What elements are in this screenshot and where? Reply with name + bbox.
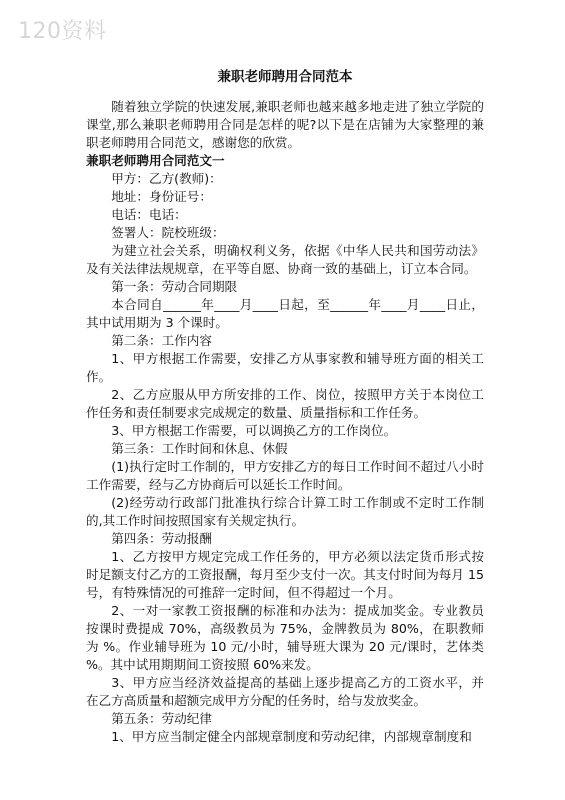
contract-paragraph: 第四条：劳动报酬 (111, 531, 212, 546)
contract-paragraph: 1、乙方按甲方规定完成工作任务的，甲方必须以法定货币形式按时足额支付乙方的工资报酬，每月至少支付一次。其支付时间为每月 15 号，有特殊情况的可推辞一定时间，但不得超过一个月。 (86, 549, 484, 600)
contract-paragraph: 地址：身份证号： (111, 189, 212, 204)
contract-paragraph: 本合同自______年____月____日起，至______年____月____日止，其中试用期为 3 个课时。 (86, 297, 484, 330)
contract-paragraph: 第三条：工作时间和休息、休假 (111, 441, 288, 456)
contract-paragraph: (2)经劳动行政部门批准执行综合计算工时工作制或不定时工作制的,其工作时间按照国家有关规定执行。 (86, 495, 484, 528)
contract-paragraph: 甲方：乙方(教师)： (111, 171, 222, 186)
document-title: 兼职老师聘用合同范本 (217, 69, 353, 85)
intro-paragraph: 随着独立学院的快速发展,兼职老师也越来越多地走进了独立学院的课堂,那么兼职老师聘用合同是怎样的呢?以下是在店铺为大家整理的兼职老师聘用合同范文，感谢您的欣赏。 (86, 99, 484, 150)
watermark: 120资料 (18, 19, 107, 44)
contract-paragraph: 2、一对一家教工资报酬的标准和办法为：提成加奖金。专业教员按课时费提成 70%，高级教员为 75%，金牌教员为 80%，在职教师为 %。作业辅导班为 10 元/小时，辅导班大课为 20 元/课时，艺体类 %。其中试用期期间工资按照 60%来发。 (86, 603, 484, 672)
contract-paragraph: 3、甲方应当经济效益提高的基础上逐步提高乙方的工资水平，并在乙方高质量和超额完成甲方分配的任务时，给与发放奖金。 (86, 675, 484, 708)
document-page (86, 68, 484, 746)
contract-paragraph: 2、乙方应服从甲方所安排的工作、岗位，按照甲方关于本岗位工作任务和责任制要求完成规定的数量、质量指标和工作任务。 (86, 387, 484, 420)
contract-paragraph: 3、甲方根据工作需要，可以调换乙方的工作岗位。 (111, 423, 397, 438)
contract-paragraph: (1)执行定时工作制的，甲方安排乙方的每日工作时间不超过八小时工作需要，经与乙方协商后可以延长工作时间。 (86, 459, 484, 492)
contract-paragraph: 1、甲方应当制定健全内部规章制度和劳动纪律，内部规章制度和 (111, 729, 472, 744)
contract-paragraph: 电话：电话： (111, 207, 187, 222)
contract-paragraph: 第一条：劳动合同期限 (111, 279, 238, 294)
section-subtitle: 兼职老师聘用合同范文一 (86, 153, 225, 168)
contract-paragraph: 第五条：劳动纪律 (111, 711, 212, 726)
contract-paragraph: 为建立社会关系，明确权利义务，依据《中华人民共和国劳动法》及有关法律法规规章，在平等自愿、协商一致的基础上，订立本合同。 (86, 243, 484, 276)
contract-paragraph: 1、甲方根据工作需要，安排乙方从事家教和辅导班方面的相关工作。 (86, 351, 484, 384)
contract-paragraph: 第二条：工作内容 (111, 333, 212, 348)
contract-body (86, 170, 484, 746)
contract-paragraph: 签署人：院校班级： (111, 225, 225, 240)
